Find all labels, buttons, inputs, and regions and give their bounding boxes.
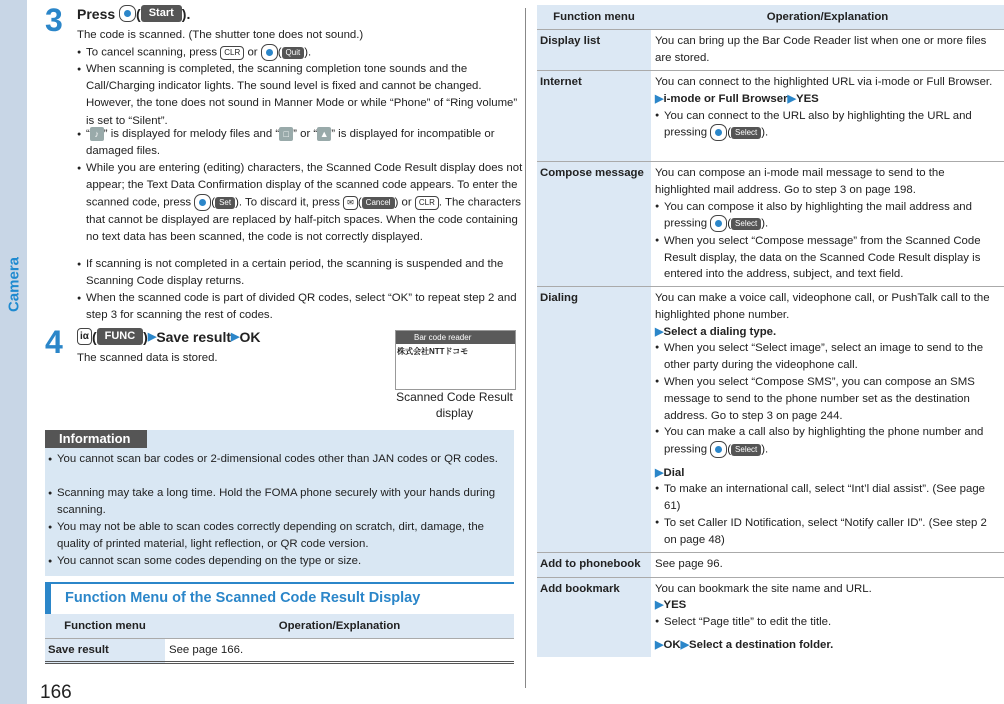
function-menu-title: Function Menu of the Scanned Code Result Display [65, 590, 421, 606]
function-menu-heading [45, 582, 514, 616]
information-title: Information [45, 430, 147, 448]
col-header-menu: Function menu [45, 614, 165, 639]
step-3-heading: Press ( Start ). [77, 5, 191, 22]
clr-key-icon: CLR [220, 46, 244, 60]
explanation-cell: See page 166. [165, 639, 514, 664]
table-row [537, 30, 1004, 71]
step-3-number: 3 [45, 2, 63, 38]
melody-file-icon: ♪ [90, 127, 104, 141]
table-bottom-rule [45, 661, 514, 662]
func-softkey: FUNC [97, 328, 144, 345]
col-header-explanation: Operation/Explanation [651, 5, 1004, 30]
select-softkey: Select [731, 218, 761, 230]
explanation-cell: See page 96. [651, 552, 1004, 577]
menu-cell: Add bookmark [537, 577, 651, 657]
explanation-cell: You can bring up the Bar Code Reader list when one or more files are stored. [651, 30, 1004, 71]
side-tab [0, 0, 27, 704]
center-key-icon [261, 44, 278, 61]
incompatible-file-icon: □ [279, 127, 293, 141]
scanned-code-result-screen [395, 330, 516, 390]
center-key-icon [119, 5, 136, 22]
set-softkey: Set [215, 197, 235, 209]
heading-accent-bar [45, 584, 51, 616]
menu-cell: Add to phonebook [537, 552, 651, 577]
clr-key-icon: CLR [415, 196, 439, 210]
menu-cell: Internet [537, 71, 651, 162]
side-tab-label [2, 252, 26, 322]
section-label: Camera [5, 256, 23, 313]
explanation-cell: You can compose an i-mode mail message to send to the highlighted mail address. Go to step 3 on page 198. ● You can compose it also by highlighting the mail address and pressing ( Select ). ● When you select “Compose message” from the Scanned Code Result display, the data on the Scanned Code Result display is entered into the address, subject, and text field. [651, 162, 1004, 287]
step-3-bullet-5: ● If scanning is not completed in a certain period, the scanning is suspended and the Scanning Code display returns. [77, 256, 526, 290]
explanation-cell: You can bookmark the site name and URL. ▶YES ● Select “Page title” to edit the title. ▶OK▶Select a destination folder. [651, 577, 1004, 657]
i-appli-key-icon: iα [77, 328, 92, 345]
function-table-left [45, 614, 514, 664]
step-3-bullet-2: ● When scanning is completed, the scanning completion tone sounds and the Call/Charging indicator lights. The sound level is fixed and cannot be changed. However, the tone does not sound in Manner Mode or while “Phone” of “Ring volume” is set to “Silent”. [77, 61, 526, 130]
menu-cell: Dialing [537, 287, 651, 552]
step-3-bullet-6: ● When the scanned code is part of divided QR codes, select “OK” to repeat step 2 and step 3 for scanning the rest of codes. [77, 290, 526, 324]
select-softkey: Select [731, 127, 761, 139]
select-softkey: Select [731, 444, 761, 456]
start-softkey: Start [141, 5, 182, 22]
step-4-heading: iα ( FUNC ) ▶ Save result ▶ OK [77, 328, 261, 345]
center-key-icon [710, 441, 727, 458]
table-row [537, 71, 1004, 162]
center-key-icon [194, 194, 211, 211]
table-row [537, 287, 1004, 552]
col-header-menu: Function menu [537, 5, 651, 30]
menu-cell: Compose message [537, 162, 651, 287]
table-row [537, 577, 1004, 657]
table-row [537, 162, 1004, 287]
info-item: ● You may not be able to scan codes correctly depending on scratch, dirt, damage, the quality of printed material, light reflection, or QR code version. [48, 519, 519, 553]
information-box [45, 430, 514, 576]
table-row [537, 552, 1004, 577]
center-key-icon [710, 215, 727, 232]
menu-cell: Display list [537, 30, 651, 71]
col-header-explanation: Operation/Explanation [165, 614, 514, 639]
screen-title-bar: Bar code reader [396, 331, 515, 344]
info-item: ● You cannot scan bar codes or 2-dimensional codes other than JAN codes or QR codes. [48, 451, 519, 468]
step-4-number: 4 [45, 324, 63, 360]
screen-caption: Scanned Code Result display [396, 390, 513, 420]
info-item: ● Scanning may take a long time. Hold the FOMA phone securely with your hands during scanning. [48, 485, 519, 519]
damaged-file-icon: ▲ [317, 127, 331, 141]
center-key-icon [710, 124, 727, 141]
quit-softkey: Quit [282, 47, 305, 59]
explanation-cell: You can make a voice call, videophone call, or PushTalk call to the highlighted phone number. ▶Select a dialing type. ● When you select “Select image”, select an image to send to the other party during the videophone call. ● When you select “Compose SMS”, you can compose an SMS message to send to the phone number set as the destination address. Go to step 3 on page 244. ● You can make a call also by highlighting the phone number and pressing ( Select ). ▶Dial ● To make an international call, select “Int’l dial assist”. (See page 61) ● To set Caller ID Notification, select “Notify caller ID”. (See step 2 on page 48) [651, 287, 1004, 552]
step-3-intro: The code is scanned. (The shutter tone does not sound.) [77, 29, 364, 41]
table-row [45, 639, 514, 664]
step-3-bullet-1: ● To cancel scanning, press CLR or ( Quit ). [77, 44, 526, 62]
step-4-intro: The scanned data is stored. [77, 352, 218, 364]
function-table-right [537, 5, 1004, 657]
info-item: ● You cannot scan some codes depending on the type or size. [48, 553, 519, 570]
screen-content: 株式会社NTTドコモ [397, 347, 469, 356]
step-3-press-text: Press [77, 5, 116, 22]
page-number: 166 [40, 682, 72, 703]
step-3-bullet-3: ● “ ♪ ” is displayed for melody files and “ □ ” or “ ▲ ” is displayed for incompatible or damaged files. [77, 126, 526, 160]
step-3-bullet-4: ● While you are entering (editing) characters, the Scanned Code Result display does not appear; the Text Data Confirmation display of the scanned code appears. To enter the scanned code, press ( Set ). To discard it, press ✉ ( Cancel ) or CLR . The characters that cannot be displayed are replaced by half-pitch spaces. When the code containing no text data has been scanned, the code is not correctly displayed. [77, 160, 526, 247]
mail-key-icon: ✉ [343, 196, 358, 210]
explanation-cell: You can connect to the highlighted URL via i-mode or Full Browser. ▶i-mode or Full Browser▶YES ● You can connect to the URL also by highlighting the URL and pressing ( Select ). [651, 71, 1004, 162]
menu-cell: Save result [45, 639, 165, 664]
cancel-softkey: Cancel [362, 197, 395, 209]
